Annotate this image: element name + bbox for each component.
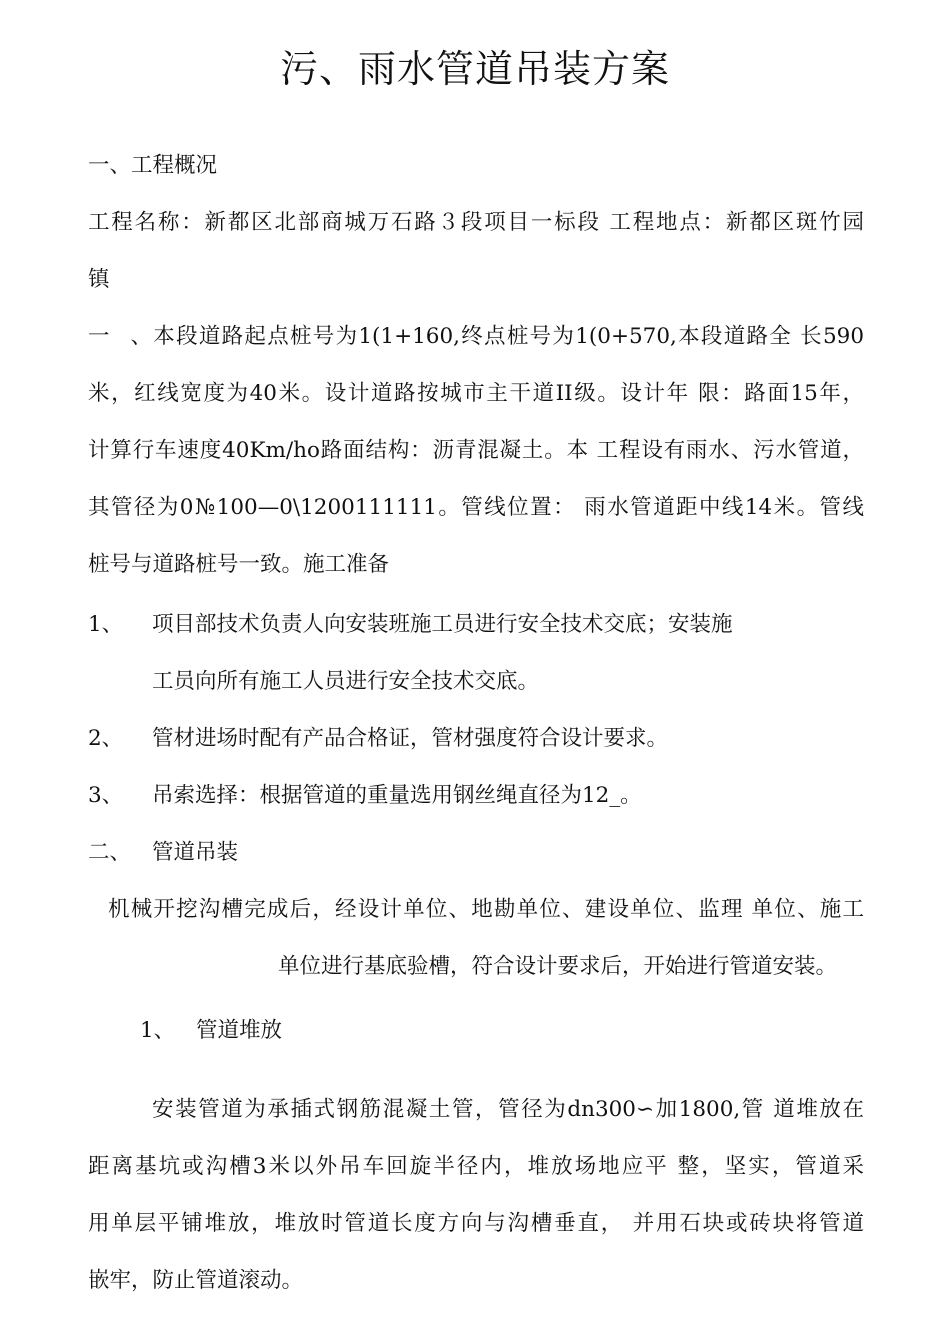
prep-item-number: 3、: [88, 783, 124, 808]
overview-line-4: 其管径为0№100—0\1200111111。管线位置： 雨水管道距中线14米。管线: [88, 495, 864, 520]
prep-item-number: 2、: [88, 726, 124, 751]
overview-text-1: 本段道路起点桩号为1(1+160,终点桩号为1(0+570,本段道路全 长590: [152, 324, 864, 349]
section-heading-overview: 一、工程概况: [88, 153, 218, 178]
prep-item-text: 项目部技术负责人向安装班施工员进行安全技术交底；安装施: [152, 612, 733, 637]
section-heading-lifting: [88, 837, 238, 869]
overview-line-1: [88, 321, 864, 353]
subsection-heading-text: 管道堆放: [196, 1018, 283, 1043]
prep-item-3: [88, 780, 642, 812]
subsection-heading-storage: [140, 1015, 282, 1047]
overview-line-3: 计算行车速度40Km/ho路面结构：沥青混凝土。本 工程设有雨水、污水管道，: [88, 438, 864, 463]
prep-item-number: 1、: [88, 612, 124, 637]
storage-para-line-2: 距离基坑或沟槽3米以外吊车回旋半径内，堆放场地应平 整，坚实，管道采: [88, 1154, 864, 1179]
project-info-line-cont: 镇: [88, 267, 110, 292]
lifting-para-line-2: 单位进行基底验槽，符合设计要求后，开始进行管道安装。: [278, 954, 838, 979]
prep-item-1: [88, 609, 733, 641]
section-heading-text: 管道吊装: [152, 840, 239, 865]
prep-item-1-cont: 工员向所有施工人员进行安全技术交底。: [152, 669, 540, 694]
section-number: 二、: [88, 840, 132, 865]
storage-para-line-4: 嵌牢，防止管道滚动。: [88, 1268, 304, 1293]
storage-para-line-3: 用单层平铺堆放，堆放时管道长度方向与沟槽垂直， 并用石块或砖块将管道: [88, 1211, 864, 1236]
project-info-line: 工程名称：新都区北部商城万石路３段项目一标段 工程地点：新都区斑竹园: [88, 210, 864, 235]
prep-item-2: [88, 723, 668, 755]
document-title: 污、雨水管道吊装方案: [279, 47, 670, 91]
prep-item-text: 管材进场时配有产品合格证，管材强度符合设计要求。: [152, 726, 669, 751]
prep-item-text: 吊索选择：根据管道的重量选用钢丝绳直径为12_。: [152, 783, 642, 808]
overview-number: 一、: [88, 324, 152, 349]
subsection-number: 1、: [140, 1018, 176, 1043]
lifting-para-line-1: 机械开挖沟槽完成后，经设计单位、地勘单位、建设单位、监理 单位、施工: [108, 897, 864, 922]
storage-para-line-1: 安装管道为承插式钢筋混凝土管，管径为dn300∽加1800,管 道堆放在: [152, 1097, 864, 1122]
overview-line-5: 桩号与道路桩号一致。施工准备: [88, 552, 390, 577]
overview-line-2: 米，红线宽度为40米。设计道路按城市主干道II级。设计年 限：路面15年，: [88, 381, 864, 406]
